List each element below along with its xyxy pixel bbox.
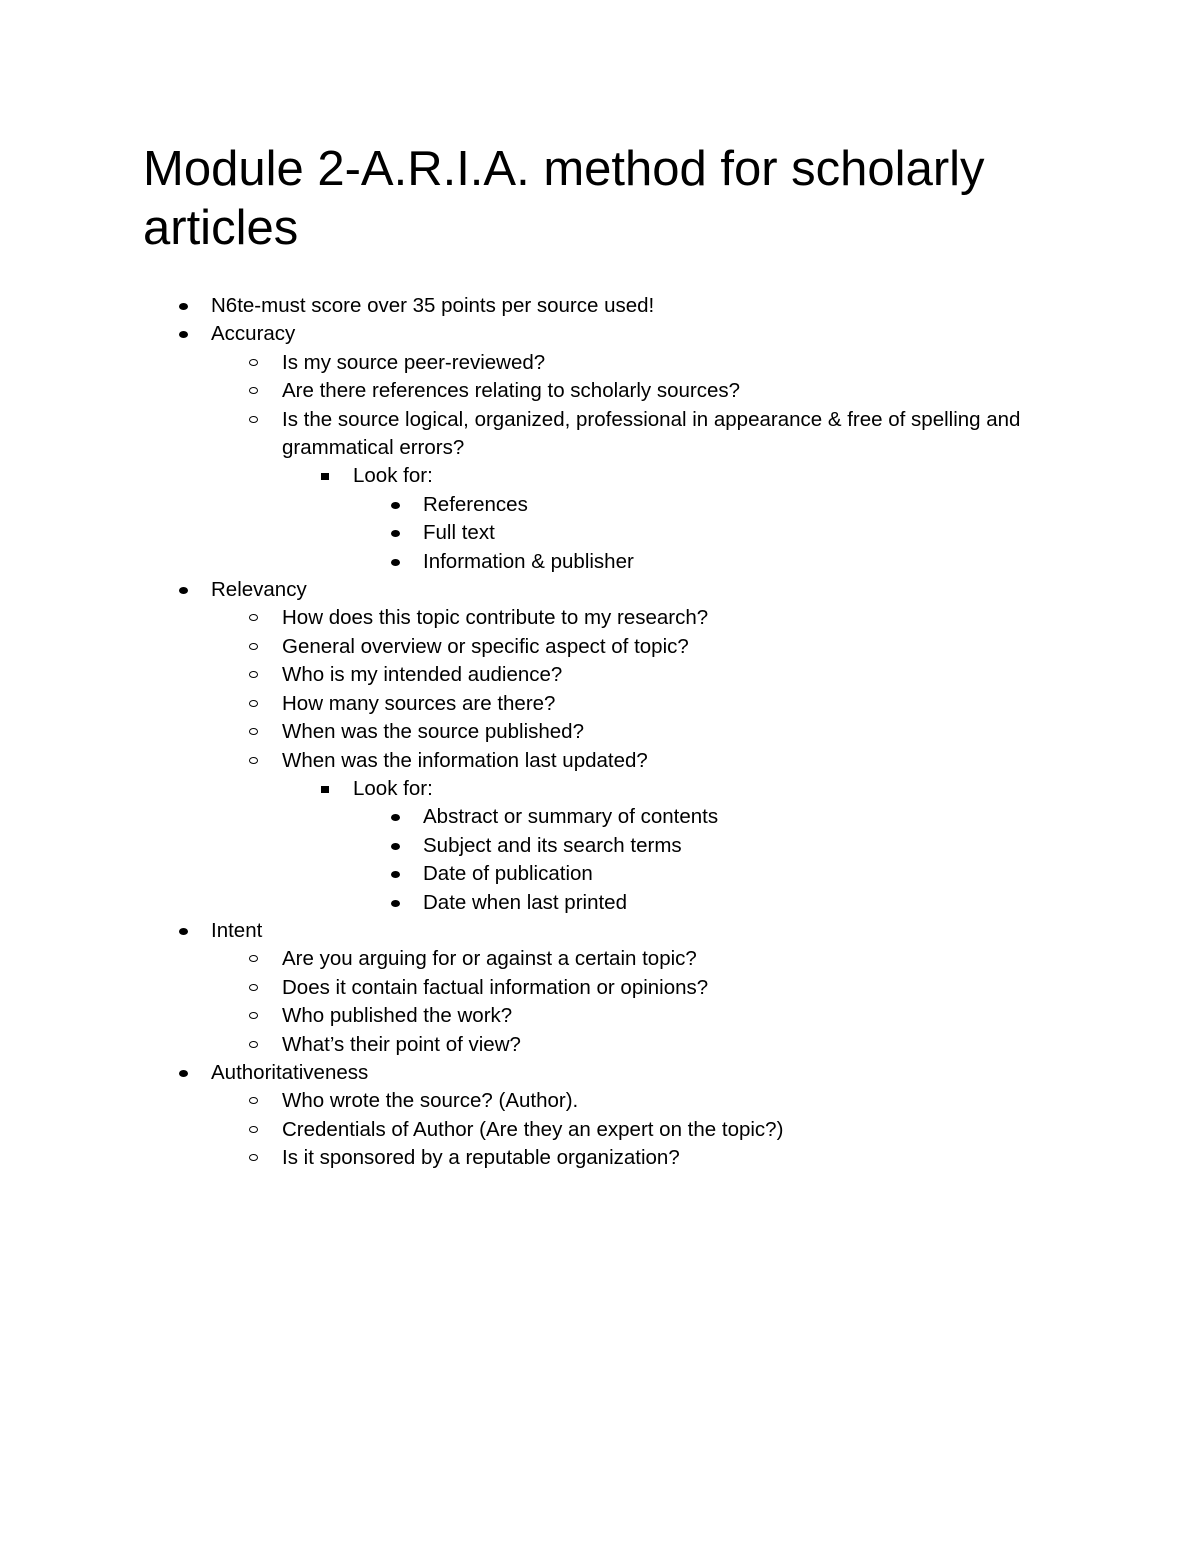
list-item [143,519,1043,547]
list-item [143,604,1043,632]
list-item [143,775,1043,803]
note-text: N6te-must score over 35 points per source used! [211,294,655,317]
circle-bullet-icon [249,671,258,678]
look-for-item: Date when last printed [423,890,627,914]
list-item-authoritativeness [143,1059,1043,1087]
list-item [143,462,1043,490]
list-item-relevancy [143,576,1043,604]
relevancy-lookfor-items [143,803,1043,917]
bullet-icon [179,303,188,310]
relevancy-lookfor-container [143,775,1043,917]
section-label-relevancy: Relevancy [211,578,307,602]
look-for-item: Information & publisher [423,549,634,573]
question-text: How many sources are there? [282,691,556,715]
circle-bullet-icon [249,1012,258,1019]
bullet-icon [391,871,400,878]
question-text: Is my source peer-reviewed? [282,350,546,374]
relevancy-lookfor-list [143,775,1043,917]
bullet-icon [179,587,188,594]
relevancy-questions [143,604,1043,916]
section-label-intent: Intent [211,918,263,942]
intent-sublist-container [143,945,1043,1059]
accuracy-lookfor-container [143,462,1043,576]
list-item [143,1031,1043,1059]
question-text: General overview or specific aspect of topic? [282,634,689,658]
list-item [143,747,1043,775]
question-text: What’s their point of view? [282,1032,521,1056]
list-item [143,377,1043,405]
list-item [143,889,1043,917]
look-for-item: Abstract or summary of contents [423,805,719,829]
question-text: Who wrote the source? (Author). [282,1089,579,1113]
relevancy-sublist-container [143,604,1043,916]
look-for-item: Date of publication [423,862,593,886]
bullet-icon [391,502,400,509]
circle-bullet-icon [249,643,258,650]
list-item [143,860,1043,888]
circle-bullet-icon [249,1041,258,1048]
list-item [143,1002,1043,1030]
question-text: Credentials of Author (Are they an expert on the topic?) [282,1117,784,1141]
section-label-accuracy: Accuracy [211,322,296,346]
question-text: Are there references relating to scholarly sources? [282,379,741,403]
circle-bullet-icon [249,416,258,423]
question-text: How does this topic contribute to my research? [282,606,709,630]
bullet-icon [391,530,400,537]
list-item [143,832,1043,860]
question-text: Is the source logical, organized, professional in appearance & free of spelling and grammatical errors? [282,407,1021,460]
circle-bullet-icon [249,984,258,991]
list-item [143,633,1043,661]
square-bullet-icon [321,473,329,480]
circle-bullet-icon [249,614,258,621]
list-item [143,661,1043,689]
bullet-icon [179,331,188,338]
bullet-icon [391,900,400,907]
bullet-icon [391,814,400,821]
question-text: Are you arguing for or against a certain topic? [282,947,697,971]
look-for-label: Look for: [353,776,433,800]
list-item [143,548,1043,576]
question-text: Does it contain factual information or opinions? [282,975,709,999]
circle-bullet-icon [249,1097,258,1104]
look-for-item: References [423,492,528,516]
look-for-item: Full text [423,521,495,545]
question-text: Is it sponsored by a reputable organization? [282,1146,680,1170]
document-title: Module 2-A.R.I.A. method for scholarly articles [143,142,985,255]
circle-bullet-icon [249,387,258,394]
circle-bullet-icon [249,728,258,735]
question-text: When was the information last updated? [282,748,648,772]
question-text: When was the source published? [282,720,584,744]
look-for-label: Look for: [353,464,433,488]
bullet-icon [391,559,400,566]
list-item-note [143,292,1043,320]
question-text: Who published the work? [282,1004,513,1028]
accuracy-lookfor-items-container [143,491,1043,576]
list-item [143,945,1043,973]
section-label-authoritativeness: Authoritativeness [211,1060,369,1084]
list-item [143,1144,1043,1172]
question-text: Who is my intended audience? [282,663,563,687]
list-item [143,491,1043,519]
circle-bullet-icon [249,1126,258,1133]
circle-bullet-icon [249,700,258,707]
circle-bullet-icon [249,359,258,366]
circle-bullet-icon [249,955,258,962]
list-item [143,803,1043,831]
authoritativeness-questions [143,1087,1043,1172]
list-item [143,406,1043,463]
list-item-intent [143,917,1043,945]
circle-bullet-icon [249,757,258,764]
bullet-icon [179,1070,188,1077]
accuracy-sublist-container [143,349,1043,576]
list-item-accuracy [143,320,1043,348]
list-item [143,690,1043,718]
look-for-item: Subject and its search terms [423,833,682,857]
authoritativeness-sublist-container [143,1087,1043,1172]
accuracy-questions [143,349,1043,576]
document-page [143,140,1043,1173]
bullet-icon [179,928,188,935]
list-item [143,1087,1043,1115]
list-item [143,349,1043,377]
circle-bullet-icon [249,1154,258,1161]
square-bullet-icon [321,786,329,793]
bullet-icon [391,843,400,850]
accuracy-lookfor-items [143,491,1043,576]
list-item [143,974,1043,1002]
accuracy-lookfor-list [143,462,1043,576]
relevancy-lookfor-items-container [143,803,1043,917]
main-list [143,292,1043,1173]
list-item [143,1116,1043,1144]
list-item [143,718,1043,746]
intent-questions [143,945,1043,1059]
